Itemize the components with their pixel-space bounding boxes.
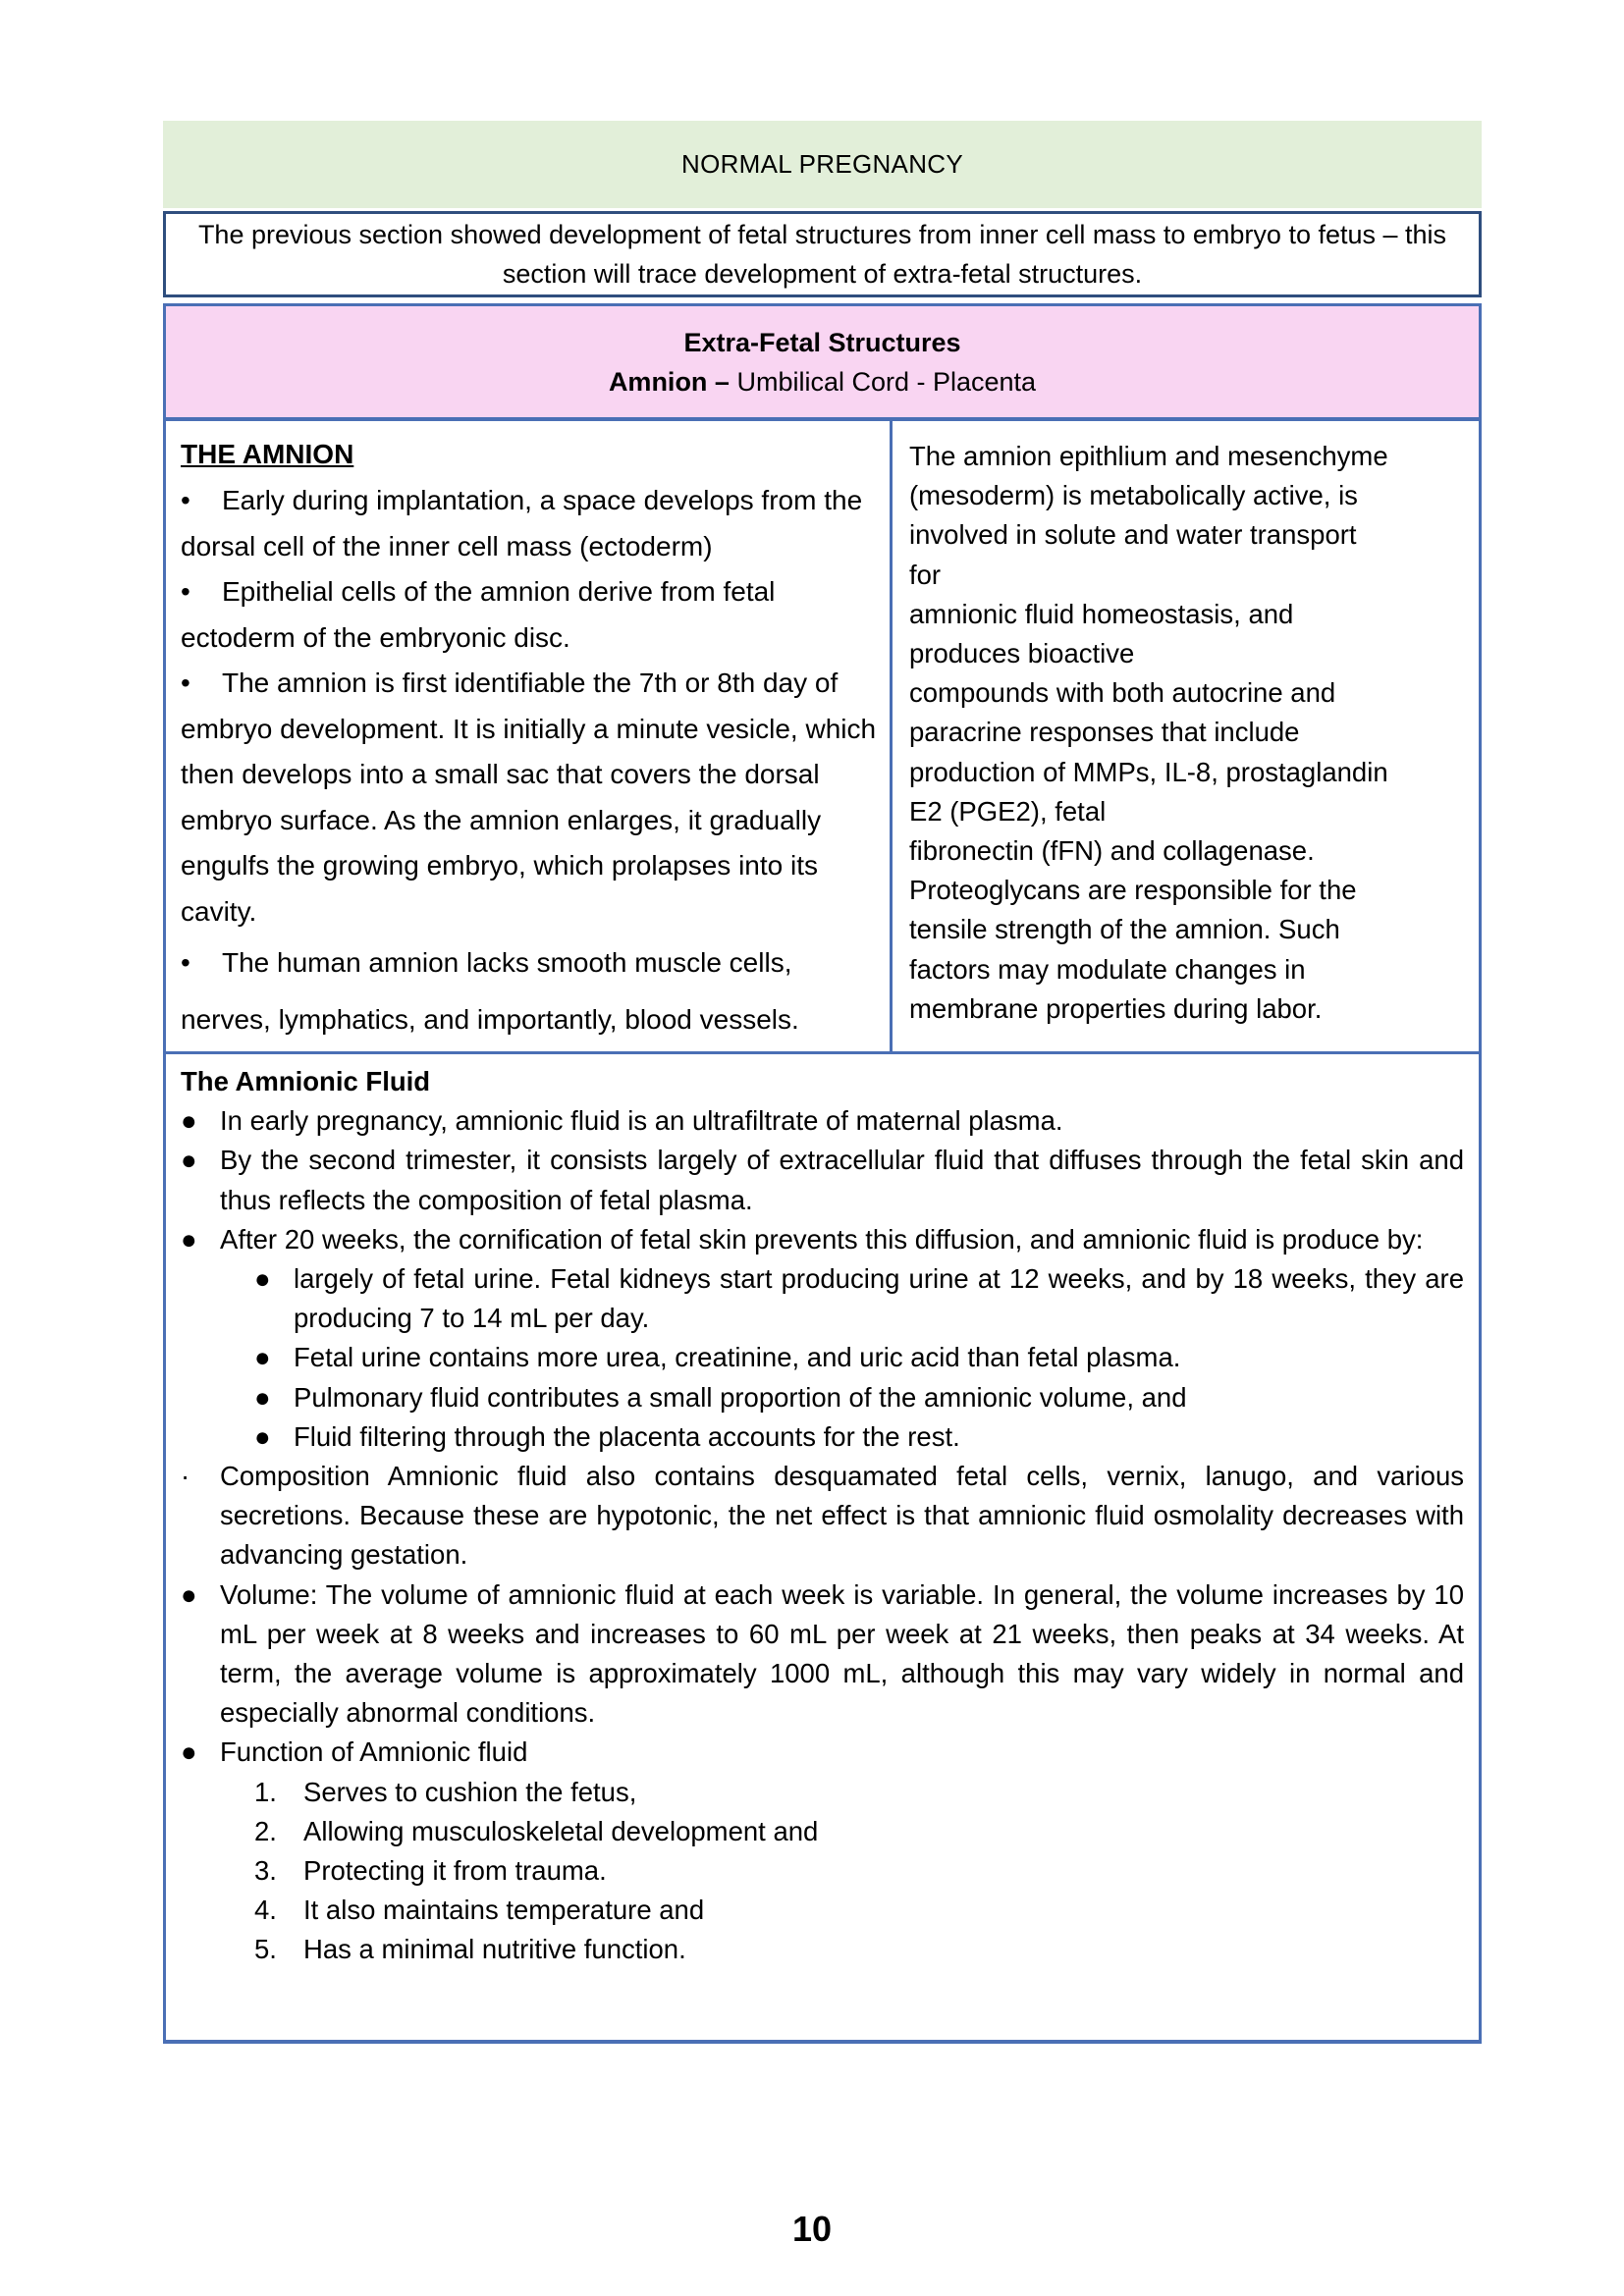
function-list-item: 5. Has a minimal nutritive function.: [254, 1934, 686, 1965]
function-list-item: 1. Serves to cushion the fetus,: [254, 1776, 637, 1807]
text-line: for: [909, 559, 942, 590]
bullet-icon: ●: [181, 1223, 197, 1255]
fluid-heading: The Amnionic Fluid: [181, 1066, 431, 1096]
amnion-right-cell: [893, 421, 1479, 1051]
section-header: [163, 303, 1482, 421]
bullet-icon: ●: [181, 1105, 197, 1137]
function-list: [181, 1773, 1464, 1970]
amnion-bullet: • Early during implantation, a space develops from the dorsal cell of the inner cell mass (ectoderm): [181, 478, 878, 569]
text-line: involved in solute and water transport: [909, 519, 1357, 551]
page-number: 10: [791, 2209, 833, 2249]
text-line: factors may modulate changes in: [909, 953, 1306, 985]
document-page: [163, 121, 1482, 2044]
text-line: paracrine responses that include: [909, 717, 1300, 748]
subtitle-rest: Umbilical Cord - Placenta: [729, 366, 1037, 397]
bullet-icon: ●: [254, 1381, 271, 1413]
section-subtitle: [609, 362, 1036, 401]
text-line: E2 (PGE2), fetal: [909, 795, 1107, 827]
function-list-item: 2. Allowing musculoskeletal development and: [254, 1815, 819, 1846]
sub-list-item: ● largely of fetal urine. Fetal kidneys start producing urine at 12 weeks, and by 18 weeks, they are producing 7 to 14 mL per day.: [254, 1259, 1464, 1338]
text-line: amnionic fluid homeostasis, and: [909, 598, 1294, 629]
list-item: ● By the second trimester, it consists largely of extracellular fluid that diffuses through the fetal skin and thus reflects the composition of fetal plasma.: [181, 1141, 1464, 1219]
amnion-bullet: • The human amnion lacks smooth muscle cells, nerves, lymphatics, and importantly, blood vessels.: [181, 934, 878, 1048]
subtitle-bold: Amnion –: [608, 366, 730, 397]
text-line: production of MMPs, IL-8, prostaglandin: [909, 756, 1388, 787]
function-list-item: 3. Protecting it from trauma.: [254, 1855, 607, 1887]
volume-item: ● Volume: The volume of amnionic fluid at each week is variable. In general, the volume increases by 10 mL per week at 8 weeks and increases to 60 mL per week at 21 weeks, then peaks at 34 weeks. At term, the average volume is approximately 1000 mL, although this may vary widely in normal and especially abnormal conditions.: [181, 1575, 1464, 1734]
intro-text: The previous section showed development of fetal structures from inner cell mass to embryo to fetus – this section will trace development of extra-fetal structures.: [197, 220, 1447, 289]
text-line: Proteoglycans are responsible for the: [909, 875, 1357, 906]
text-line: (mesoderm) is metabolically active, is: [909, 480, 1358, 511]
text-line: produces bioactive: [909, 638, 1135, 669]
amnionic-fluid-box: [163, 1054, 1482, 2044]
fluid-sub-list: [181, 1259, 1464, 1457]
list-item: ● After 20 weeks, the cornification of fetal skin prevents this diffusion, and amnionic fluid is produce by:: [181, 1220, 1464, 1259]
bullet-icon: ●: [254, 1342, 271, 1373]
text-line: compounds with both autocrine and: [909, 677, 1336, 709]
text-line: fibronectin (fFN) and collagenase.: [909, 835, 1315, 867]
fluid-list-continued: [181, 1457, 1464, 1773]
bullet-icon: •: [181, 947, 190, 978]
small-dot-icon: ·: [181, 1461, 190, 1492]
bullet-icon: ●: [181, 1145, 197, 1176]
list-item: ● In early pregnancy, amnionic fluid is an ultrafiltrate of maternal plasma.: [181, 1101, 1464, 1141]
composition-item: · Composition Amnionic fluid also contains desquamated fetal cells, vernix, lanugo, and various secretions. Because these are hypotonic, the net effect is that amnionic fluid osmolality decreases with advancing gestation.: [181, 1457, 1464, 1575]
function-item: ● Function of Amnionic fluid: [181, 1733, 1464, 1772]
amnion-left-cell: [166, 421, 893, 1051]
text-line: tensile strength of the amnion. Such: [909, 914, 1340, 945]
bullet-icon: ●: [254, 1263, 271, 1295]
bullet-icon: ●: [254, 1420, 271, 1452]
intro-box: [163, 211, 1482, 297]
text-line: membrane properties during labor.: [909, 992, 1323, 1024]
function-list-item: 4. It also maintains temperature and: [254, 1895, 705, 1926]
bullet-icon: •: [181, 576, 190, 607]
section-title: Extra-Fetal Structures: [683, 327, 961, 357]
amnion-bullet: • Epithelial cells of the amnion derive from fetal ectoderm of the embryonic disc.: [181, 569, 878, 661]
text-line: The amnion epithlium and mesenchyme: [909, 441, 1388, 471]
bullet-icon: •: [181, 667, 190, 698]
sub-list-item: ● Pulmonary fluid contributes a small proportion of the amnionic volume, and: [254, 1378, 1464, 1417]
sub-list-item: ● Fluid filtering through the placenta accounts for the rest.: [254, 1417, 1464, 1457]
amnion-heading: THE AMNION: [181, 439, 354, 469]
bullet-icon: ●: [181, 1736, 197, 1768]
amnion-bullet: • The amnion is first identifiable the 7th or 8th day of embryo development. It is initially a minute vesicle, which then develops into a small sac that covers the dorsal embryo surface. As the amnion enlarges, it gradually engulfs the growing embryo, which prolapses into its cavity.: [181, 661, 878, 934]
amnion-table: [163, 421, 1482, 1054]
chapter-title: NORMAL PREGNANCY: [163, 121, 1482, 208]
bullet-icon: •: [181, 485, 190, 515]
sub-list-item: ● Fetal urine contains more urea, creatinine, and uric acid than fetal plasma.: [254, 1338, 1464, 1377]
fluid-list: [181, 1101, 1464, 1259]
bullet-icon: ●: [181, 1578, 197, 1610]
